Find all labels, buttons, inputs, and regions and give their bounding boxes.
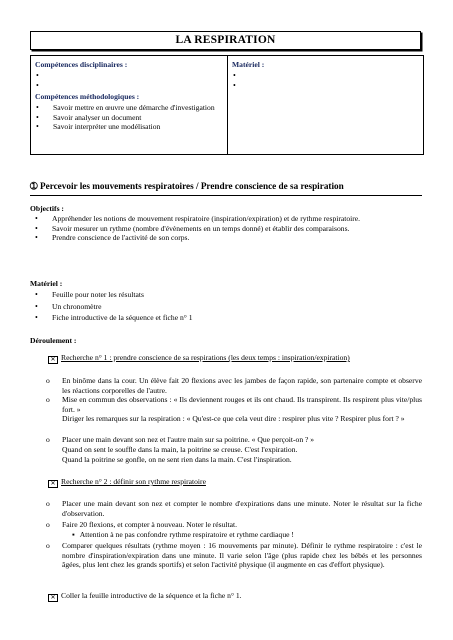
- list-item: • Appréhender les notions de mouvement respiratoire (inspiration/expiration) et de rythme respiratoire.: [35, 214, 361, 223]
- section-heading: [30, 181, 430, 192]
- list-item: o En binôme dans la cour. Un élève fait 20 flexions avec les jambes de façon rapide, son partenaire compte et observe les réactions corporelles de l'autre.: [46, 376, 422, 395]
- objectifs-list: [30, 214, 422, 243]
- list-item: o Faire 20 flexions, et compter à nouveau. Noter le résultat.: [46, 520, 238, 530]
- section-number: ➀: [30, 181, 38, 191]
- section-divider: [30, 195, 422, 196]
- checkbox-icon: ✕: [48, 594, 58, 602]
- list-item: • Un chronomètre: [35, 301, 102, 311]
- list-item: •: [36, 80, 39, 90]
- list-item: • Fiche introductive de la séquence et fiche n° 1: [35, 313, 193, 323]
- list-item: •: [233, 71, 236, 80]
- objectifs-label: Objectifs :: [30, 204, 64, 213]
- materiel-box-label: Matériel :: [232, 60, 265, 69]
- materiel-box-list: [228, 71, 418, 90]
- list-item: • Prendre conscience de l'activité de son corps.: [35, 233, 190, 243]
- materiel-list: [30, 290, 422, 323]
- checkbox-icon: ✕: [48, 356, 58, 364]
- list-item: • Savoir interpréter une modélisation: [36, 122, 161, 132]
- competences-table: [30, 55, 424, 155]
- competences-column: [31, 56, 228, 154]
- square-bullet-icon: ▪: [72, 530, 75, 539]
- final-instruction: ✕ Coller la feuille introductive de la séquence et la fiche n° 1.: [48, 591, 428, 602]
- recherche-2-title: Recherche n° 2 : définir son rythme respiratoire: [61, 477, 206, 486]
- recherche-2-list: [30, 499, 422, 530]
- recherche-2-heading: [48, 477, 428, 488]
- title-box: [30, 31, 421, 50]
- materiel-label: Matériel :: [30, 279, 63, 288]
- list-item: • Feuille pour noter les résultats: [35, 290, 144, 299]
- page-title: LA RESPIRATION: [175, 34, 276, 46]
- list-item: o Placer une main devant son nez et l'autre main sur sa poitrine. « Que perçoit-on ? »: [46, 435, 315, 444]
- deroulement-label: Déroulement :: [30, 336, 77, 345]
- recherche-1-list-2: [30, 435, 422, 445]
- section-title: Percevoir les mouvements respiratoires / Prendre conscience de sa respiration: [40, 181, 344, 191]
- methodological-label: Compétences méthodologiques :: [35, 92, 140, 101]
- disciplinary-list: [31, 71, 221, 90]
- list-item: o Comparer quelques résultats (rythme moyen : 16 mouvements par minute). Définir le rythme respiratoire : c'est le nombre d'inspiration/expiration dans une minute. Il varie selon l'âge (plus rapide chez les bébés et les personnes âgées, plus lent chez les grands sportifs) et selon l'activité physique (il augmente en cas d'effort physique).: [46, 541, 422, 570]
- disciplinary-label: Compétences disciplinaires :: [35, 60, 128, 69]
- recherche-1-inspiration: Quand la poitrine se gonfle, on ne sent rien dans la main. C'est l'inspiration.: [62, 455, 292, 464]
- recherche-1-list: [30, 376, 422, 414]
- methodological-list: [31, 103, 221, 132]
- list-item: • Savoir mettre en œuvre une démarche d'investigation: [36, 103, 215, 112]
- list-item: o Mise en commun des observations : « Ils deviennent rouges et ils ont chaud. Ils transpirent. Ils respirent plus vite/plus fort. »: [46, 395, 422, 414]
- recherche-1-title: Recherche n° 1 : prendre conscience de sa respirations (les deux temps : inspiration/expiration): [61, 353, 350, 362]
- materiel-column: [228, 56, 423, 154]
- list-item: • Savoir mesurer un rythme (nombre d'évènements en un temps donné) et établir des comparaisons.: [35, 223, 350, 233]
- recherche-2-list-2: [30, 541, 422, 570]
- checkbox-icon: ✕: [48, 480, 58, 488]
- recherche-1-heading: [48, 353, 428, 364]
- recherche-1-subtext: Diriger les remarques sur la respiration : « Qu'est-ce que cela veut dire : respirer plus vite ? Respirer plus fort ? »: [62, 414, 405, 423]
- list-item: o Placer une main devant son nez et compter le nombre d'expirations dans une minute. Noter le résultat sur la fiche d'observation.: [46, 499, 422, 518]
- list-item: •: [36, 71, 39, 80]
- list-item: •: [233, 80, 236, 90]
- list-item: • Savoir analyser un document: [36, 112, 142, 122]
- recherche-2-note: ▪ Attention à ne pas confondre rythme respiratoire et rythme cardiaque !: [72, 530, 294, 539]
- recherche-1-expiration: Quand on sent le souffle dans la main, la poitrine se creuse. C'est l'expiration.: [62, 445, 298, 454]
